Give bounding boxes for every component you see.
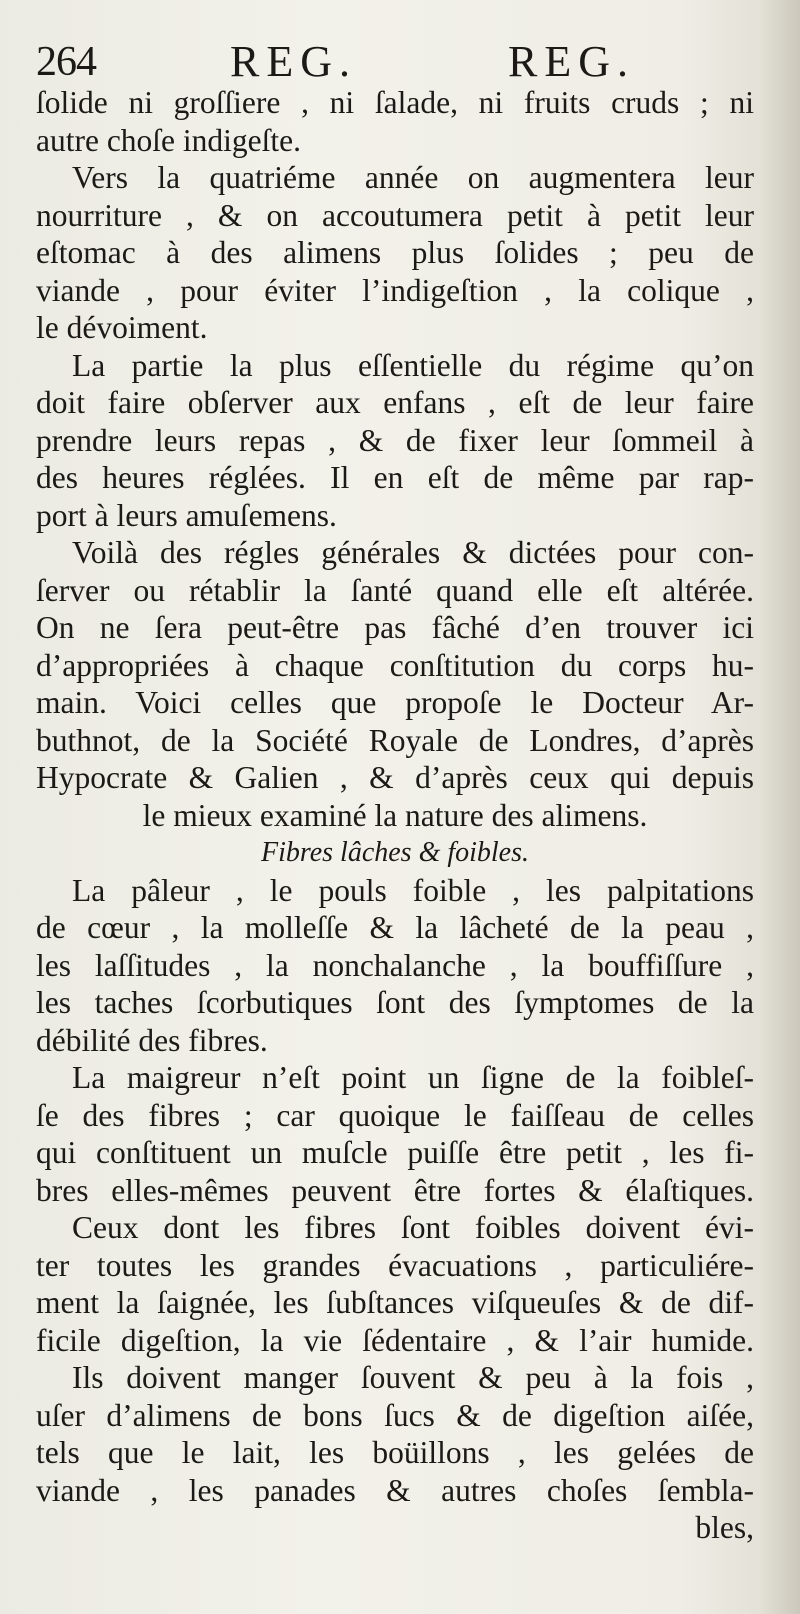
- page-number: 264: [36, 39, 96, 85]
- text-line: uſer d’alimens de bons ſucs & de digeſtion aiſée,: [36, 1397, 754, 1433]
- text-line: Hypocrate & Galien , & d’après ceux qui depuis: [36, 760, 754, 795]
- text-line: viande , les panades & autres choſes ſembla-: [36, 1472, 754, 1508]
- text-line: nourriture , & on accoutumera petit à petit leur: [36, 197, 754, 233]
- text-line: tels que le lait, les boüillons , les gelées de: [36, 1435, 754, 1470]
- text-line: ſerver ou rétablir la ſanté quand elle eſt altérée.: [36, 572, 754, 608]
- text-line: ficile digeſtion, la vie ſédentaire , & l’air humide.: [36, 1322, 754, 1358]
- page-edge-shadow: [760, 0, 800, 1614]
- running-head-left: REG.: [230, 37, 357, 86]
- text-line: les taches ſcorbutiques ſont des ſymptomes de la: [36, 985, 754, 1020]
- text-line: Ils doivent manger ſouvent & peu à la fois ,: [72, 1360, 754, 1395]
- text-line: port à leurs amuſemens.: [36, 497, 337, 533]
- text-line: les laſſitudes , la nonchalanche , la bouffiſſure ,: [36, 947, 754, 983]
- text-line: des heures réglées. Il en eſt de même par rap-: [36, 460, 754, 495]
- text-line: La maigreur n’eſt point un ſigne de la foibleſ-: [72, 1060, 754, 1095]
- text-line: d’appropriées à chaque conſtitution du corps hu-: [36, 647, 754, 683]
- text-line: le mieux examiné la nature des alimens.: [142, 797, 648, 833]
- text-line: bres elles-mêmes peuvent être fortes & élaſtiques.: [36, 1172, 754, 1208]
- text-line: de cœur , la molleſſe & la lâcheté de la peau ,: [36, 910, 754, 945]
- body-text: [36, 84, 754, 1547]
- text-line: main. Voici celles que propoſe le Docteur Ar-: [36, 685, 754, 720]
- text-line: Vers la quatriéme année on augmentera leur: [72, 160, 754, 195]
- text-line: Voilà des régles générales & dictées pour con-: [72, 535, 754, 570]
- text-line: qui conſtituent un muſcle puiſſe être petit , les fi-: [36, 1135, 754, 1170]
- text-line: bles,: [695, 1510, 754, 1545]
- text-line: La partie la plus eſſentielle du régime qu’on: [72, 347, 754, 383]
- text-line: le dévoiment.: [36, 310, 208, 345]
- text-line: ſe des fibres ; car quoique le faiſſeau de celles: [36, 1097, 754, 1133]
- text-line: On ne ſera peut-être pas fâché d’en trouver ici: [36, 610, 754, 645]
- text-line: débilité des fibres.: [36, 1022, 268, 1058]
- text-line: eſtomac à des alimens plus ſolides ; peu de: [36, 235, 754, 270]
- running-head-right: REG.: [508, 37, 635, 86]
- text-line: ſolide ni groſſiere , ni ſalade, ni fruits cruds ; ni: [36, 85, 754, 120]
- text-line: viande , pour éviter l’indigeſtion , la colique ,: [36, 272, 754, 308]
- text-line: doit faire obſerver aux enfans , eſt de leur faire: [36, 385, 754, 420]
- section-heading: Fibres lâches & foibles.: [260, 837, 530, 868]
- text-line: Ceux dont les fibres ſont foibles doivent évi-: [72, 1210, 754, 1245]
- text-line: prendre leurs repas , & de fixer leur ſommeil à: [36, 422, 754, 458]
- page-header: [36, 34, 756, 86]
- text-line: autre choſe indigeſte.: [36, 122, 302, 158]
- text-line: ment la ſaignée, les ſubſtances viſqueuſes & de dif-: [36, 1285, 754, 1320]
- text-line: La pâleur , le pouls foible , les palpitations: [72, 872, 754, 908]
- text-line: buthnot, de la Société Royale de Londres, d’après: [36, 722, 754, 758]
- text-line: ter toutes les grandes évacuations , particuliére-: [36, 1247, 754, 1283]
